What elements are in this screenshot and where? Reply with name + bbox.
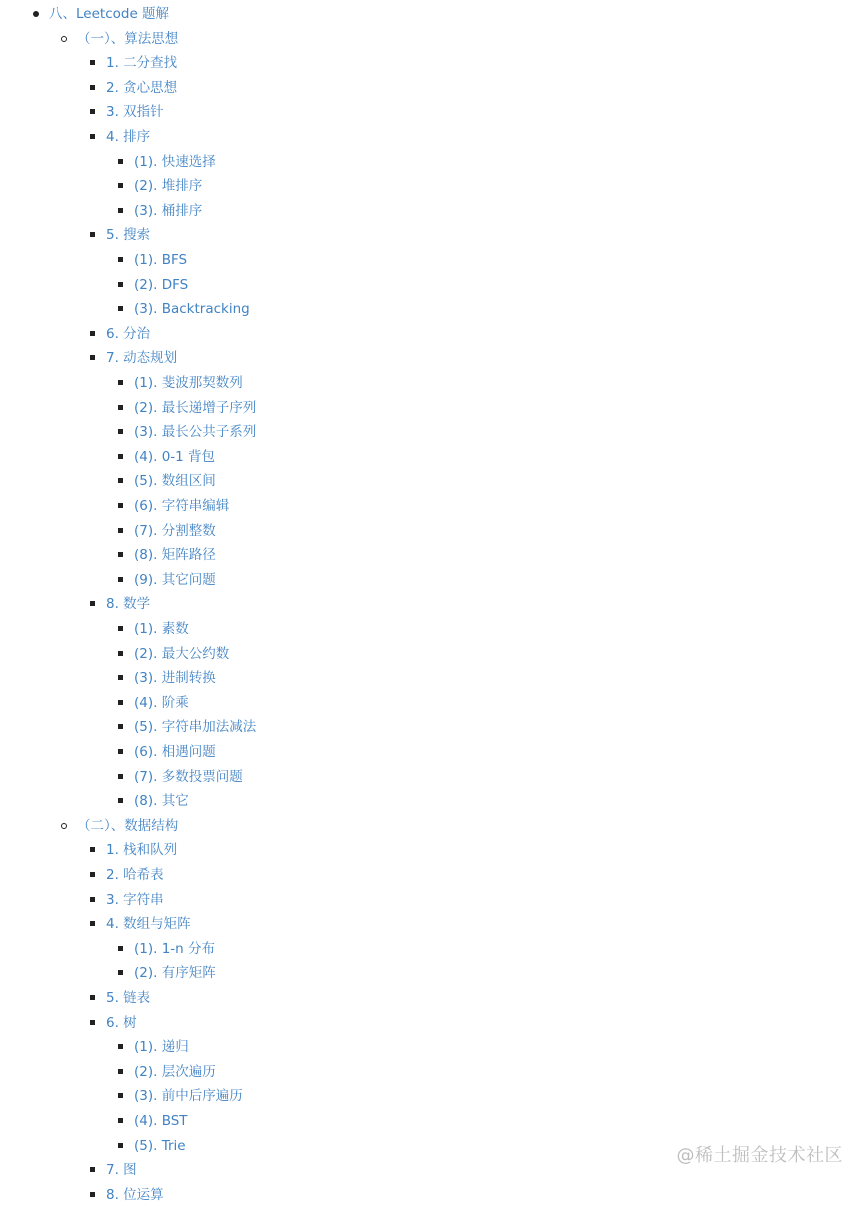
toc-topic-link[interactable]: 6. 分治 xyxy=(106,325,151,342)
square-bullet-icon xyxy=(117,175,127,197)
toc-subtopic-link[interactable]: (1). 素数 xyxy=(134,621,189,637)
square-bullet-icon xyxy=(117,766,127,788)
square-bullet-icon xyxy=(117,421,127,443)
toc-topic-link[interactable]: 4. 排序 xyxy=(106,129,151,145)
square-bullet-icon xyxy=(117,716,127,738)
toc-topic-link[interactable]: 6. 树 xyxy=(106,1014,137,1031)
circle-bullet-icon xyxy=(60,815,70,837)
toc-topic-link[interactable]: 7. 图 xyxy=(106,1162,137,1179)
square-bullet-icon xyxy=(89,1012,99,1034)
toc-subtopic-link[interactable]: (6). 字符串编辑 xyxy=(134,498,230,514)
toc-subtopic-link[interactable]: (1). 斐波那契数列 xyxy=(134,375,243,391)
toc-topic-link[interactable]: 4. 数组与矩阵 xyxy=(106,916,191,933)
toc-subtopic-link[interactable]: (3). 桶排序 xyxy=(134,202,203,219)
square-bullet-icon xyxy=(117,1036,127,1058)
square-bullet-icon xyxy=(89,101,99,123)
toc-subtopic-link[interactable]: (2). DFS xyxy=(134,276,189,293)
toc-subtopic-link[interactable]: (5). 数组区间 xyxy=(134,473,216,490)
square-bullet-icon xyxy=(117,643,127,665)
toc-subtopic-link[interactable]: (5). Trie xyxy=(134,1137,186,1154)
square-bullet-icon xyxy=(89,323,99,345)
toc-section-link[interactable]: 八、Leetcode 题解 xyxy=(49,6,170,22)
toc-topic-link[interactable]: 3. 双指针 xyxy=(106,104,164,121)
square-bullet-icon xyxy=(89,889,99,911)
toc-topic-link[interactable]: 8. 数学 xyxy=(106,596,151,613)
toc-subtopic-link[interactable]: (7). 多数投票问题 xyxy=(134,768,243,785)
square-bullet-icon xyxy=(117,1110,127,1132)
toc-subtopic-link[interactable]: (8). 其它 xyxy=(134,793,189,810)
toc-subtopic-link[interactable]: (1). 快速选择 xyxy=(134,153,216,170)
square-bullet-icon xyxy=(117,397,127,419)
square-bullet-icon xyxy=(117,151,127,173)
toc-subtopic-link[interactable]: (9). 其它问题 xyxy=(134,571,216,588)
square-bullet-icon xyxy=(117,1135,127,1157)
square-bullet-icon xyxy=(117,1085,127,1107)
toc-topic-link[interactable]: 5. 搜索 xyxy=(106,227,151,244)
square-bullet-icon xyxy=(117,298,127,320)
square-bullet-icon xyxy=(117,249,127,271)
square-bullet-icon xyxy=(89,52,99,74)
square-bullet-icon xyxy=(89,593,99,615)
toc-topic-link[interactable]: 7. 动态规划 xyxy=(106,350,178,367)
square-bullet-icon xyxy=(89,347,99,369)
toc-topic-link[interactable]: 8. 位运算 xyxy=(106,1186,164,1203)
toc-subtopic-link[interactable]: (1). BFS xyxy=(134,252,188,268)
square-bullet-icon xyxy=(117,569,127,591)
toc-subtopic-link[interactable]: (8). 矩阵路径 xyxy=(134,547,216,564)
toc-subtopic-link[interactable]: (4). BST xyxy=(134,1113,188,1129)
toc-subtopic-link[interactable]: (2). 最大公约数 xyxy=(134,645,230,662)
toc-subtopic-link[interactable]: (4). 0-1 背包 xyxy=(134,448,216,465)
square-bullet-icon xyxy=(89,864,99,886)
square-bullet-icon xyxy=(89,77,99,99)
square-bullet-icon xyxy=(89,224,99,246)
square-bullet-icon xyxy=(89,913,99,935)
square-bullet-icon xyxy=(117,372,127,394)
square-bullet-icon xyxy=(117,618,127,640)
toc-subsection-link[interactable]: （一）、算法思想 xyxy=(77,30,179,47)
square-bullet-icon xyxy=(89,839,99,861)
toc-topic-link[interactable]: 5. 链表 xyxy=(106,990,151,1006)
square-bullet-icon xyxy=(117,470,127,492)
square-bullet-icon xyxy=(117,741,127,763)
square-bullet-icon xyxy=(117,790,127,812)
toc-topic-link[interactable]: 1. 栈和队列 xyxy=(106,842,178,859)
square-bullet-icon xyxy=(89,987,99,1009)
square-bullet-icon xyxy=(117,692,127,714)
toc-subtopic-link[interactable]: (6). 相遇问题 xyxy=(134,744,216,760)
square-bullet-icon xyxy=(117,962,127,984)
toc-topic-link[interactable]: 1. 二分查找 xyxy=(106,55,178,72)
toc-subtopic-link[interactable]: (5). 字符串加法减法 xyxy=(134,719,257,736)
square-bullet-icon xyxy=(117,520,127,542)
toc-subtopic-link[interactable]: (1). 1-n 分布 xyxy=(134,940,216,957)
toc-subtopic-link[interactable]: (7). 分割整数 xyxy=(134,522,216,539)
square-bullet-icon xyxy=(117,544,127,566)
toc-subtopic-link[interactable]: (4). 阶乘 xyxy=(134,694,189,711)
square-bullet-icon xyxy=(117,495,127,517)
toc-subtopic-link[interactable]: (1). 递归 xyxy=(134,1039,189,1056)
toc-subtopic-link[interactable]: (2). 层次遍历 xyxy=(134,1063,216,1080)
square-bullet-icon xyxy=(117,274,127,296)
toc-subtopic-link[interactable]: (3). Backtracking xyxy=(134,301,250,318)
square-bullet-icon xyxy=(117,667,127,689)
watermark: @稀土掘金技术社区 xyxy=(676,1145,843,1166)
toc-subtopic-link[interactable]: (3). 最长公共子系列 xyxy=(134,424,257,441)
toc-topic-link[interactable]: 2. 哈希表 xyxy=(106,867,164,883)
toc-subtopic-link[interactable]: (2). 最长递增子序列 xyxy=(134,399,257,416)
toc-topic-link[interactable]: 2. 贪心思想 xyxy=(106,79,178,96)
toc-subtopic-link[interactable]: (2). 堆排序 xyxy=(134,178,203,195)
disc-bullet-icon xyxy=(32,3,42,25)
toc-topic-link[interactable]: 3. 字符串 xyxy=(106,891,164,908)
toc-subtopic-link[interactable]: (3). 进制转换 xyxy=(134,670,216,687)
square-bullet-icon xyxy=(117,200,127,222)
toc-subsection-link[interactable]: （二）、数据结构 xyxy=(77,817,179,834)
square-bullet-icon xyxy=(89,1184,99,1206)
square-bullet-icon xyxy=(89,126,99,148)
square-bullet-icon xyxy=(117,446,127,468)
square-bullet-icon xyxy=(117,1061,127,1083)
circle-bullet-icon xyxy=(60,28,70,50)
toc-subtopic-link[interactable]: (3). 前中后序遍历 xyxy=(134,1088,243,1105)
square-bullet-icon xyxy=(89,1159,99,1181)
square-bullet-icon xyxy=(117,938,127,960)
toc-subtopic-link[interactable]: (2). 有序矩阵 xyxy=(134,965,216,982)
